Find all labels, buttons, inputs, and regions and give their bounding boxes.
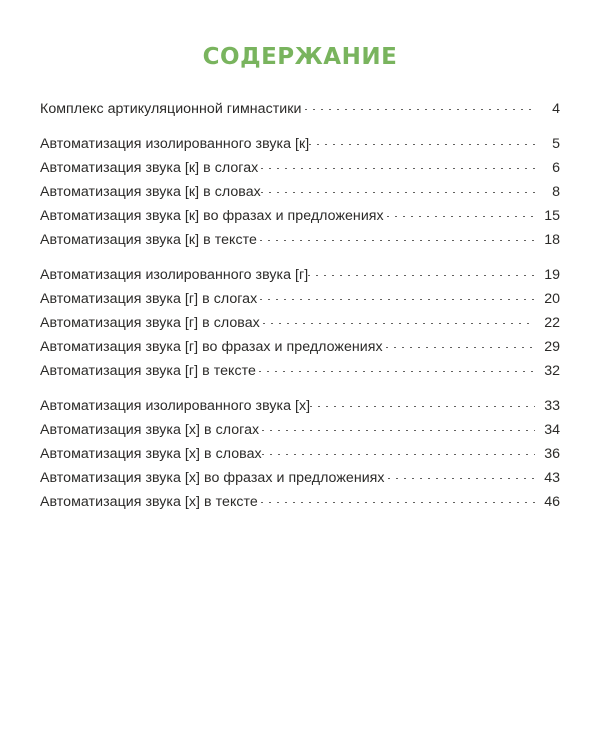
- toc-entry-page-number: 8: [552, 184, 560, 200]
- dot-leader: [388, 478, 535, 479]
- toc-entry-label: Автоматизация звука [х] во фразах и предложениях: [40, 470, 385, 486]
- toc-entry-page-number: 29: [544, 339, 560, 355]
- toc-entry-page-number: 15: [544, 208, 560, 224]
- toc-entry-label: Автоматизация звука [к] в слогах: [40, 160, 259, 176]
- toc-entry-label: Автоматизация изолированного звука [х]: [40, 398, 311, 414]
- dot-leader: [260, 299, 535, 300]
- toc-entry-label: Автоматизация звука [х] в словах: [40, 446, 262, 462]
- toc-entry-label: Автоматизация изолированного звука [г]: [40, 267, 309, 283]
- toc-entry-page-number: 33: [544, 398, 560, 414]
- dot-leader: [262, 430, 535, 431]
- toc-entry-page-number: 43: [544, 470, 560, 486]
- toc-entry[interactable]: [40, 156, 560, 180]
- toc-group: [40, 263, 560, 383]
- toc-entry[interactable]: [40, 311, 560, 335]
- toc-entry-page-number: 22: [544, 315, 560, 331]
- dot-leader: [261, 168, 535, 169]
- dot-leader: [309, 144, 535, 145]
- toc-entry-label: Автоматизация звука [к] в словах: [40, 184, 261, 200]
- toc-group: [40, 394, 560, 514]
- table-of-contents: [40, 97, 560, 514]
- dot-leader: [261, 502, 535, 503]
- toc-entry-page-number: 5: [552, 136, 560, 152]
- dot-leader: [260, 240, 535, 241]
- toc-entry[interactable]: [40, 442, 560, 466]
- toc-entry-page-number: 4: [552, 101, 560, 117]
- toc-entry-label: Автоматизация звука [к] во фразах и предложениях: [40, 208, 384, 224]
- dot-leader: [261, 192, 535, 193]
- toc-entry[interactable]: [40, 228, 560, 252]
- dot-leader: [310, 406, 535, 407]
- toc-entry-label: Автоматизация изолированного звука [к]: [40, 136, 310, 152]
- toc-entry-label: Автоматизация звука [г] в слогах: [40, 291, 258, 307]
- page-title: СОДЕРЖАНИЕ: [202, 44, 398, 70]
- dot-leader: [308, 275, 535, 276]
- toc-entry-page-number: 18: [544, 232, 560, 248]
- toc-entry-label: Автоматизация звука [г] в словах: [40, 315, 260, 331]
- toc-entry[interactable]: [40, 335, 560, 359]
- toc-entry-label: Автоматизация звука [г] в тексте: [40, 363, 256, 379]
- toc-entry[interactable]: [40, 132, 560, 156]
- toc-entry-label: Автоматизация звука [х] в слогах: [40, 422, 260, 438]
- toc-entry[interactable]: [40, 418, 560, 442]
- toc-group: [40, 97, 560, 121]
- toc-entry[interactable]: [40, 204, 560, 228]
- toc-entry[interactable]: [40, 359, 560, 383]
- toc-entry[interactable]: [40, 180, 560, 204]
- toc-entry-page-number: 20: [544, 291, 560, 307]
- toc-entry-page-number: 36: [544, 446, 560, 462]
- toc-entry-label: Комплекс артикуляционной гимнастики: [40, 101, 302, 117]
- toc-entry-page-number: 46: [544, 494, 560, 510]
- dot-leader: [262, 454, 535, 455]
- toc-entry-label: Автоматизация звука [г] во фразах и предложениях: [40, 339, 383, 355]
- dot-leader: [263, 323, 535, 324]
- toc-entry[interactable]: [40, 466, 560, 490]
- toc-entry-page-number: 19: [544, 267, 560, 283]
- toc-entry[interactable]: [40, 263, 560, 287]
- toc-entry[interactable]: [40, 97, 560, 121]
- dot-leader: [305, 109, 535, 110]
- toc-group: [40, 132, 560, 252]
- toc-entry-page-number: 32: [544, 363, 560, 379]
- toc-entry-label: Автоматизация звука [х] в тексте: [40, 494, 258, 510]
- toc-entry[interactable]: [40, 287, 560, 311]
- toc-entry[interactable]: [40, 490, 560, 514]
- dot-leader: [386, 347, 535, 348]
- toc-entry[interactable]: [40, 394, 560, 418]
- toc-entry-page-number: 6: [552, 160, 560, 176]
- dot-leader: [387, 216, 535, 217]
- dot-leader: [259, 371, 535, 372]
- toc-entry-label: Автоматизация звука [к] в тексте: [40, 232, 257, 248]
- toc-entry-page-number: 34: [544, 422, 560, 438]
